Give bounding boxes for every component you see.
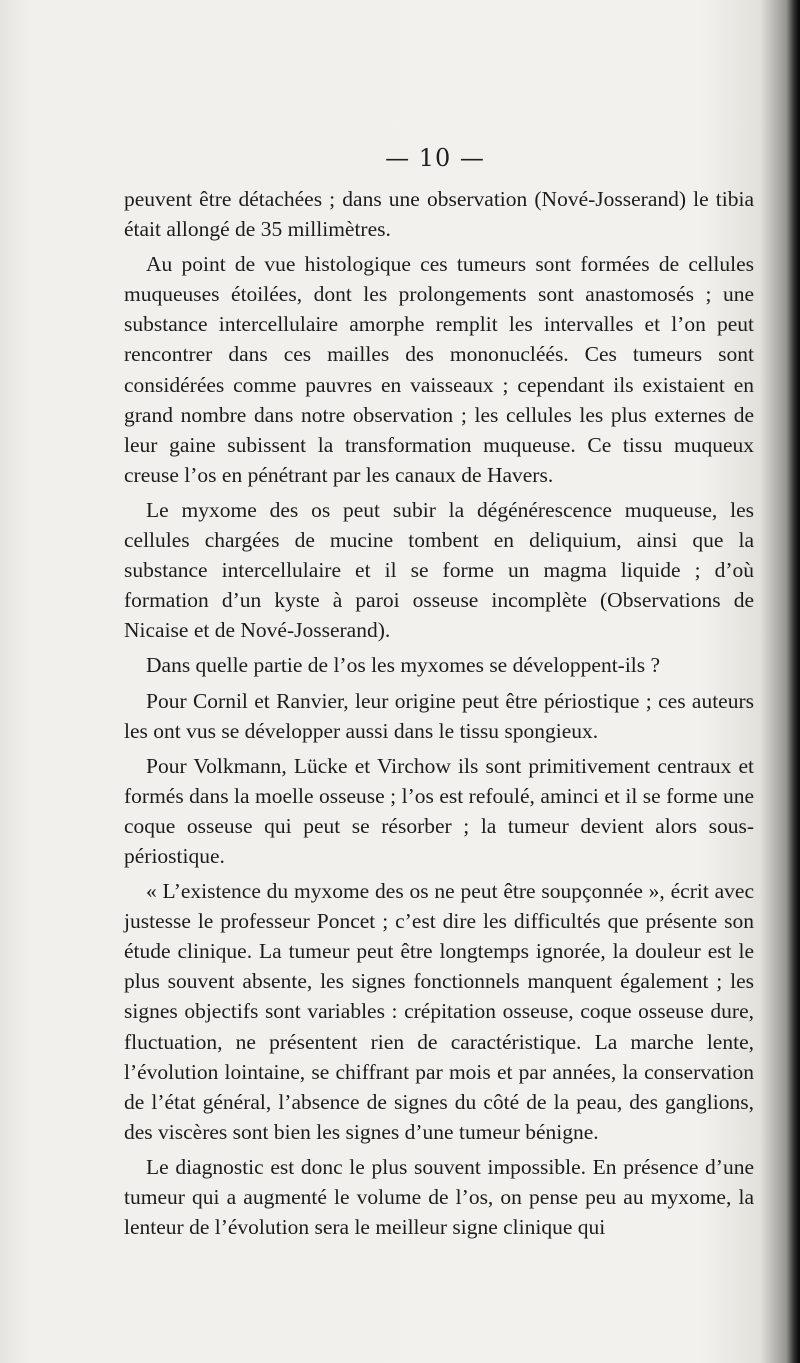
paragraph-volkmann: Pour Volkmann, Lücke et Virchow ils sont primitivement centraux et formés dans la moelle osseuse ; l’os est refoulé, aminci et il se forme une coque osseuse qui peut se résorber ; la tumeur devient alors sous-périostique. [124,753,754,868]
paragraph-diagnosis: Le diagnostic est donc le plus souvent impossible. En présence d’une tumeur qui a augmenté le volume de l’os, on pense peu au myxome, la lenteur de l’évolution sera le meilleur signe clinique qui [124,1154,754,1240]
paragraph-degeneration: Le myxome des os peut subir la dégénérescence muqueuse, les cellules chargées de mucine tombent en deliquium, ainsi que la substance intercellulaire et il se forme un magma liquide ; d’où formation d’un kyste à paroi osseuse incomplète (Observations de Nicaise et de Nové-Josserand). [124,497,754,643]
paragraph-clinical-study: « L’existence du myxome des os ne peut être soupçonnée », écrit avec justesse le professeur Poncet ; c’est dire les difficultés que présente son étude clinique. La tumeur peut être longtemps ignorée, la douleur est le plus souvent absente, les signes fonctionnels manquent également ; les signes objectifs sont variables : crépitation osseuse, coque osseuse dure, fluctuation, ne présentent rien de caractéristique. La marche lente, l’évolution lointaine, se chiffrant par mois et par années, la conservation de l’état général, l’absence de signes du côté de la peau, des ganglions, des viscères sont bien les signes d’une tumeur bénigne. [124,879,754,1144]
paragraph-question: Dans quelle partie de l’os les myxomes se développent-ils ? [146,653,661,678]
paragraph-continuation: peuvent être détachées ; dans une observation (Nové-Josserand) le tibia était allongé de 35 millimètres. [124,187,754,242]
paragraph-cornil-ranvier: Pour Cornil et Ranvier, leur origine peut être périostique ; ces auteurs les ont vus se développer aussi dans le tissu spongieux. [124,688,754,743]
body-text [124,184,754,1247]
page-binding-shadow [786,0,800,1363]
page-number: — 10 — [385,144,485,172]
paragraph-histology: Au point de vue histologique ces tumeurs sont formées de cellules muqueuses étoilées, dont les prolongements sont anastomosés ; une substance intercellulaire amorphe remplit les intervalles et l’on peut rencontrer dans ces mailles des mononucléés. Ces tumeurs sont considérées comme pauvres en vaisseaux ; cependant ils existaient en grand nombre dans notre observation ; les cellules les plus externes de leur gaine subissent la transformation muqueuse. Ce tissu muqueux creuse l’os en pénétrant par les canaux de Havers. [124,252,754,487]
